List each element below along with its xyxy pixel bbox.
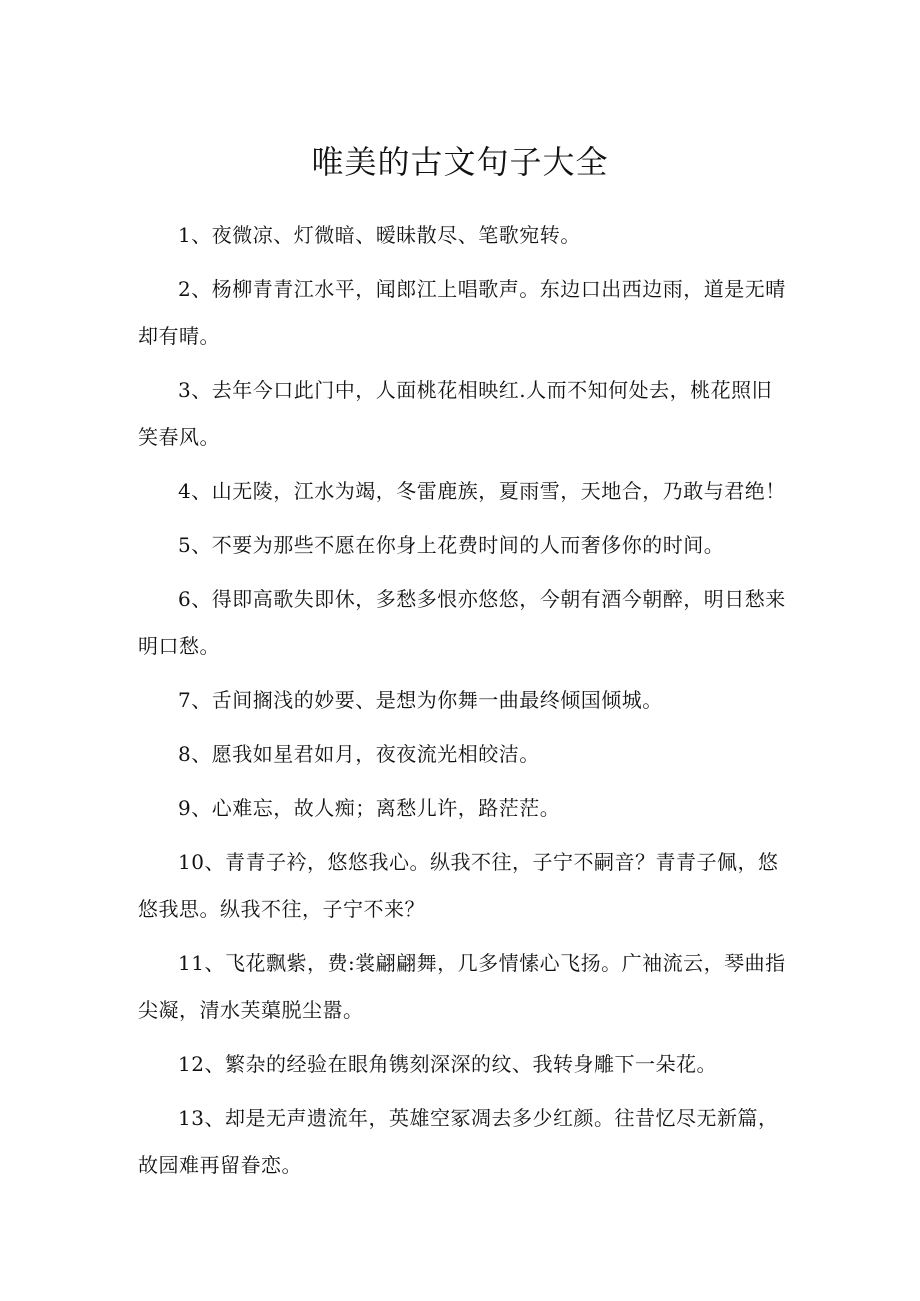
paragraph-7: 7、舌间搁浅的妙要、是想为你舞一曲最终倾国倾城。 (178, 688, 663, 712)
document-title: 唯美的古文句子大全 (311, 143, 609, 181)
paragraph-11: 11、飞花飘紫，费:裳翩翩舞，几多情愫心飞扬。广袖流云，琴曲指尖凝，清水芙蕖脱尘嚣。 (138, 951, 786, 1022)
paragraph-10: 10、青青子衿，悠悠我心。纵我不往，子宁不嗣音？青青子佩，悠悠我思。纵我不往，子宁不来？ (138, 850, 779, 921)
paragraph-2: 2、杨柳青青江水平，闻郎江上唱歌声。东边口出西边雨，道是无晴却有晴。 (138, 277, 786, 348)
paragraph-13: 13、却是无声遗流年，英雄空冢凋去多少红颜。往昔忆尽无新篇，故园难再留眷恋。 (138, 1106, 779, 1177)
paragraph-1: 1、夜微凉、灯微暗、暧昧散尽、笔歌宛转。 (178, 223, 581, 247)
paragraph-5: 5、不要为那些不愿在你身上花费时间的人而奢侈你的时间。 (178, 533, 725, 557)
paragraph-12: 12、繁杂的经验在眼角镌刻深深的纹、我转身雕下一朵花。 (178, 1052, 717, 1076)
paragraph-6: 6、得即高歌失即休，多愁多恨亦悠悠，今朝有酒今朝醉，明日愁来明口愁。 (138, 587, 786, 658)
paragraph-8: 8、愿我如星君如月，夜夜流光相皎洁。 (178, 742, 540, 766)
document-body (138, 212, 786, 1196)
paragraph-9: 9、心难忘，故人痴；离愁儿许，路茫茫。 (178, 796, 561, 820)
paragraph-4: 4、山无陵，江水为竭，冬雷鹿族，夏雨雪，天地合，乃敢与君绝！ (178, 479, 786, 503)
paragraph-3: 3、去年今口此门中，人面桃花相映红.人而不知何处去，桃花照旧笑春风。 (138, 378, 773, 449)
